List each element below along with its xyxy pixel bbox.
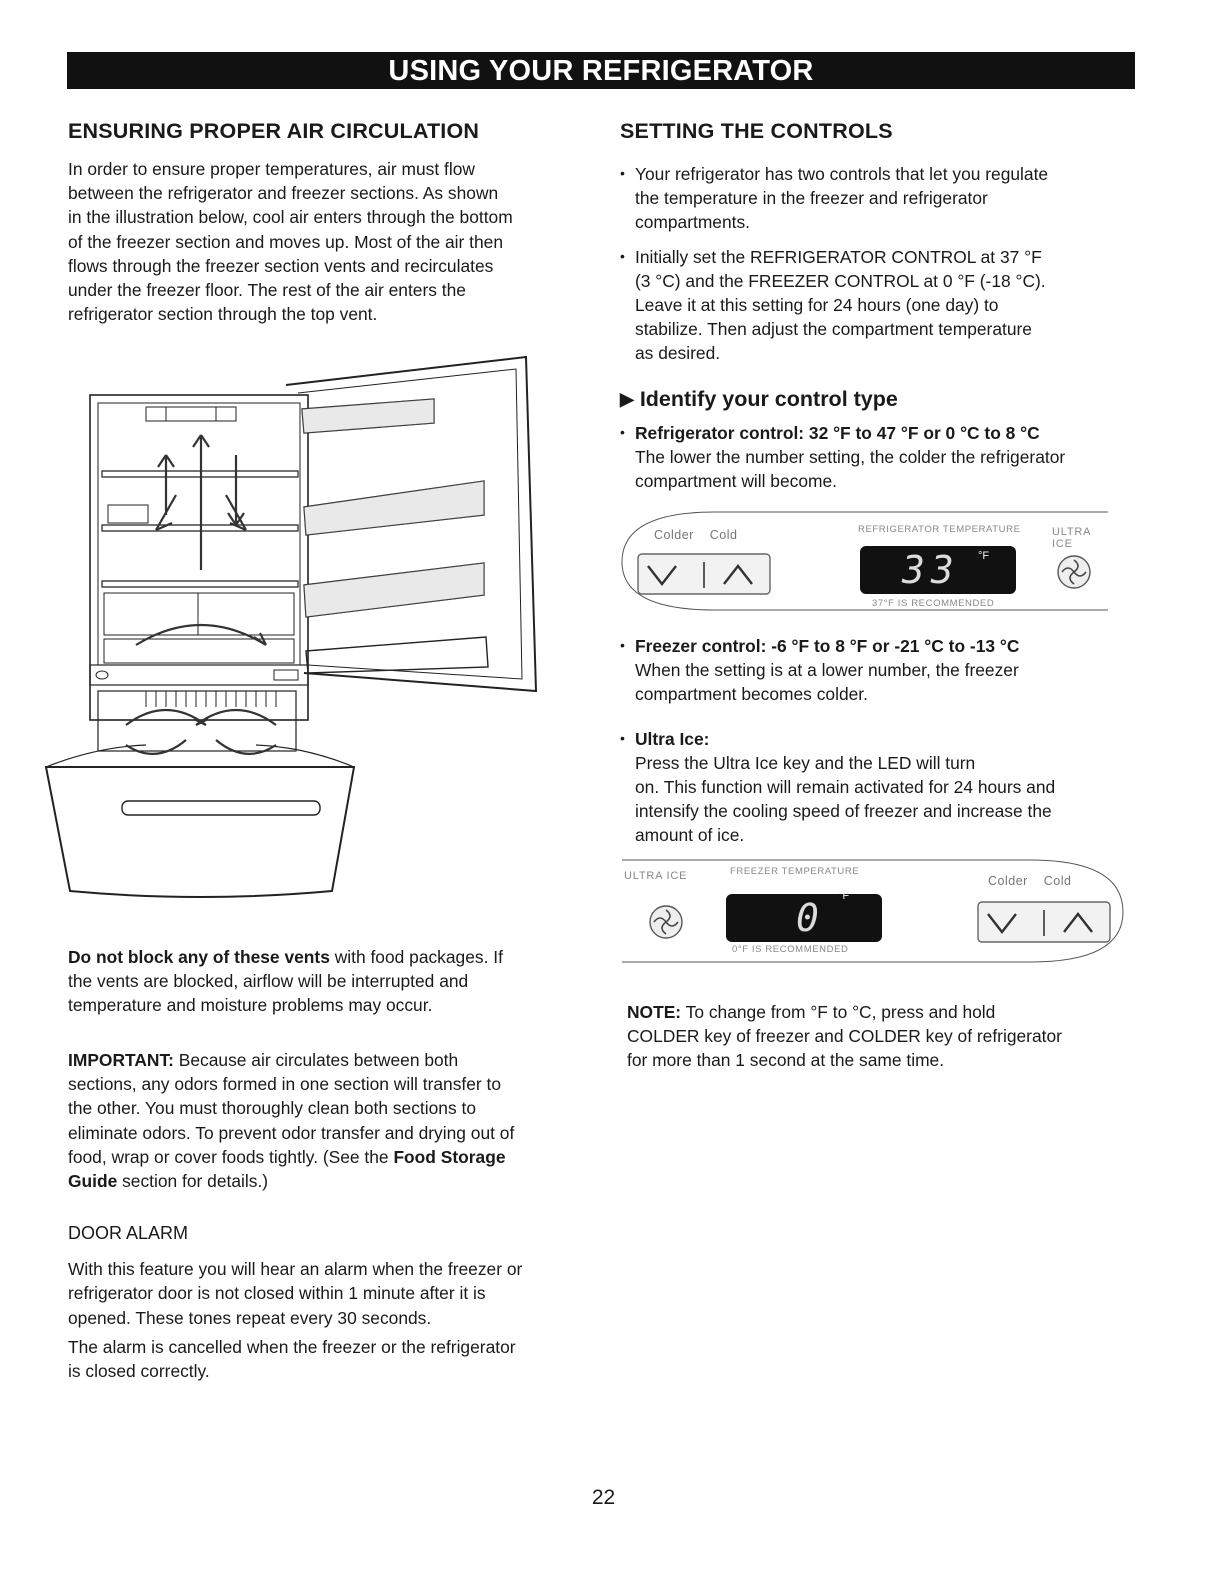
right-column bbox=[620, 118, 1140, 493]
freezer-control-panel bbox=[620, 858, 1125, 966]
page-number: 22 bbox=[591, 1486, 616, 1509]
fridge-control-item bbox=[620, 421, 1140, 494]
freezer-temp-label: FREEZER TEMPERATURE bbox=[730, 866, 860, 877]
bullet-line: compartments. bbox=[635, 212, 751, 233]
bullet-line: • Your refrigerator has two controls that let you regulate bbox=[635, 164, 1049, 184]
bullet-line: on. This function will remain activated for 24 hours and bbox=[635, 777, 1056, 798]
note-line: To change from °F to °C, press and hold bbox=[681, 1002, 996, 1022]
triangle-marker-icon: ▶ bbox=[620, 388, 634, 409]
freezer-recommended-label: 0°F IS RECOMMENDED bbox=[732, 944, 849, 955]
freezer-control-item bbox=[620, 634, 1140, 707]
cold-label: Cold bbox=[709, 528, 738, 542]
fridge-recommended-label: 37°F IS RECOMMENDED bbox=[872, 598, 995, 609]
bullet-line: • Initially set the REFRIGERATOR CONTROL at 37 °F bbox=[635, 246, 1042, 267]
fridge-colder-cold-labels bbox=[654, 528, 737, 542]
intro-line: in the illustration below, cool air enters through the bottom bbox=[68, 207, 513, 228]
door-alarm-line: is closed correctly. bbox=[68, 1361, 210, 1382]
door-alarm-heading: DOOR ALARM bbox=[68, 1223, 189, 1243]
freezer-and-ultra-items bbox=[620, 634, 1140, 848]
intro-line: flows through the freezer section vents and recirculates bbox=[68, 255, 494, 276]
food-storage-guide-ref: Food Storage bbox=[393, 1146, 506, 1167]
vents-warning bbox=[68, 945, 583, 1018]
intro-line: under the freezer floor. The rest of the air enters the bbox=[68, 280, 466, 301]
important-line: the other. You must thoroughly clean both sections to bbox=[68, 1098, 476, 1119]
bullet-line: stabilize. Then adjust the compartment temperature bbox=[635, 319, 1032, 340]
cold-label: Cold bbox=[1043, 874, 1072, 888]
important-note bbox=[68, 1048, 588, 1193]
bullet-line: Leave it at this setting for 24 hours (one day) to bbox=[635, 295, 999, 316]
setting-controls-heading: SETTING THE CONTROLS bbox=[620, 119, 893, 143]
vents-line: temperature and moisture problems may occur. bbox=[68, 995, 433, 1016]
intro-line: refrigerator section through the top vent. bbox=[68, 304, 378, 325]
fridge-temp-unit: °F bbox=[978, 550, 990, 562]
bullet-line: (3 °C) and the FREEZER CONTROL at 0 °F (-18 °C). bbox=[635, 270, 1046, 291]
note-section bbox=[627, 1000, 1142, 1073]
vents-warning-bold: Do not block any of these vents bbox=[68, 947, 330, 967]
vents-warning-first-line bbox=[68, 945, 583, 969]
vents-line: with food packages. If bbox=[329, 947, 503, 967]
important-line: eliminate odors. To prevent odor transfer and drying out of bbox=[68, 1122, 515, 1143]
fridge-temp-label: REFRIGERATOR TEMPERATURE bbox=[858, 524, 1021, 535]
door-alarm-line: opened. These tones repeat every 30 seconds. bbox=[68, 1307, 432, 1328]
bullet-line: compartment will become. bbox=[635, 471, 837, 492]
note-line: for more than 1 second at the same time. bbox=[627, 1050, 945, 1071]
important-line bbox=[68, 1145, 588, 1169]
freezer-temp-display: 0 bbox=[796, 896, 819, 940]
important-line: sections, any odors formed in one section will transfer to bbox=[68, 1074, 502, 1095]
important-label: IMPORTANT: bbox=[68, 1050, 174, 1070]
bullet-line: When the setting is at a lower number, the freezer bbox=[635, 660, 1019, 681]
door-alarm-line: The alarm is cancelled when the freezer or the refrigerator bbox=[68, 1336, 516, 1357]
door-alarm-line: With this feature you will hear an alarm when the freezer or bbox=[68, 1259, 523, 1280]
refrigerator-airflow-illustration bbox=[36, 355, 576, 910]
bullet-line: Press the Ultra Ice key and the LED will turn bbox=[635, 752, 976, 773]
intro-line: of the freezer section and moves up. Most of the air then bbox=[68, 231, 504, 252]
vents-line: the vents are blocked, airflow will be interrupted and bbox=[68, 971, 469, 992]
freezer-temp-unit: °F bbox=[838, 890, 850, 902]
colder-label: Colder bbox=[988, 874, 1028, 888]
note-label: NOTE: bbox=[627, 1002, 682, 1022]
bullet-line: The lower the number setting, the colder the refrigerator bbox=[635, 446, 1066, 467]
freezer-colder-cold-labels bbox=[988, 874, 1071, 888]
fridge-control-title: • Refrigerator control: 32 °F to 47 °F or 0 °C to 8 °C bbox=[635, 422, 1040, 443]
note-first-line bbox=[627, 1000, 1142, 1024]
air-circulation-heading: ENSURING PROPER AIR CIRCULATION bbox=[68, 119, 480, 143]
identify-control-heading bbox=[620, 386, 1140, 412]
bullet-line: amount of ice. bbox=[635, 825, 745, 846]
food-storage-guide-ref: Guide bbox=[68, 1171, 118, 1192]
ultra-ice-title: • Ultra Ice: bbox=[635, 728, 710, 749]
door-alarm-line: refrigerator door is not closed within 1 minute after it is bbox=[68, 1283, 486, 1304]
bullet-line: as desired. bbox=[635, 343, 721, 364]
important-line: Because air circulates between both bbox=[173, 1050, 459, 1070]
page-banner: USING YOUR REFRIGERATOR bbox=[67, 52, 1135, 89]
colder-label: Colder bbox=[654, 528, 694, 542]
controls-bullet bbox=[620, 162, 1140, 235]
bullet-line: the temperature in the freezer and refrigerator bbox=[635, 188, 988, 209]
freezer-control-title: • Freezer control: -6 °F to 8 °F or -21 °C to -13 °C bbox=[635, 636, 1020, 656]
note-line: COLDER key of freezer and COLDER key of refrigerator bbox=[627, 1026, 1062, 1047]
fridge-temp-display: 33 bbox=[902, 548, 960, 592]
important-line bbox=[68, 1169, 588, 1193]
air-circulation-intro bbox=[68, 157, 583, 326]
bullet-line: intensify the cooling speed of freezer and increase the bbox=[635, 801, 1052, 822]
left-column bbox=[68, 118, 583, 326]
intro-line: In order to ensure proper temperatures, air must flow bbox=[68, 159, 475, 179]
controls-bullet bbox=[620, 245, 1140, 366]
ultra-ice-label: ULTRA ICE bbox=[624, 870, 688, 882]
important-first-line bbox=[68, 1048, 588, 1072]
door-alarm-section bbox=[68, 1221, 598, 1383]
intro-line: between the refrigerator and freezer sections. As shown bbox=[68, 183, 499, 204]
identify-control-label: Identify your control type bbox=[639, 386, 898, 411]
fridge-control-panel bbox=[620, 510, 1110, 616]
bullet-line: compartment becomes colder. bbox=[635, 684, 868, 705]
ultra-ice-item bbox=[620, 727, 1140, 848]
important-line-text: section for details.) bbox=[117, 1171, 269, 1192]
important-line-text: food, wrap or cover foods tightly. (See the bbox=[68, 1146, 394, 1167]
ultra-ice-label: ULTRA ICE bbox=[1052, 526, 1091, 550]
